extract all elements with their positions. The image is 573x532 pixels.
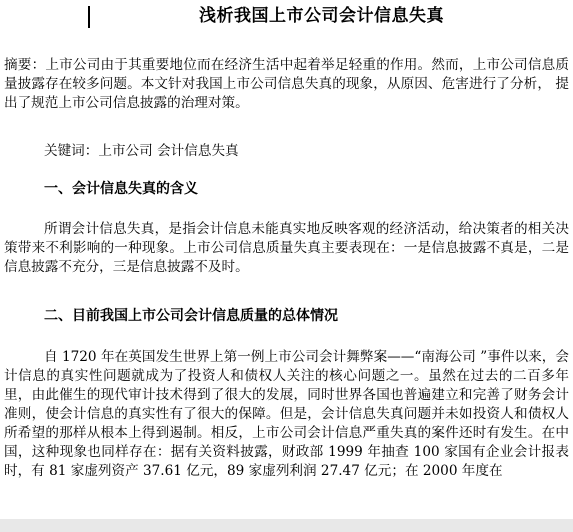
section-2-paragraph: 自 1720 年在英国发生世界上第一例上市公司会计舞弊案——“南海公司 ”事件以来，会计信息的真实性问题就成为了投资人和债权人关注的核心问题之一。虽然在过去的二百多年里，由此催生的现代审计技术得到了很大的发展，同时世界各国也普遍建立和完善了财务会计准则，使会计信息的真实性有了很大的保障。但是，会计信息失真问题并未如投资人和债权人所希望的那样从根本上得到遏制。相反，上市公司会计信息严重失真的案件还时有发生。在中国，这种现象也同样存在：据有关资料披露，财政部 1999 年抽查 100 家国有企业会计报表时，有 81 家虚列资产 37.61 亿元，89 家虚列利润 27.47 亿元；在 2000 年度在 [4, 349, 569, 479]
keywords-line: 关键词：上市公司 会计信息失真 [44, 143, 239, 159]
section-1-paragraph: 所谓会计信息失真，是指会计信息未能真实地反映客观的经济活动，给决策者的相关决策带来不利影响的一种现象。上市公司信息质量失真主要表现在：一是信息披露不真是，二是信息披露不充分，三是信息披露不及时。 [4, 221, 569, 275]
document-title: 浅析我国上市公司会计信息失真 [199, 6, 444, 26]
section-heading-2: 二、目前我国上市公司会计信息质量的总体情况 [44, 308, 338, 324]
bottom-scroll-area [0, 519, 573, 532]
section-heading-1: 一、会计信息失真的含义 [44, 181, 198, 197]
abstract-paragraph: 摘要：上市公司由于其重要地位而在经济生活中起着举足轻重的作用。然而，上市公司信息质量披露存在较多问题。本文针对我国上市公司信息失真的现象，从原因、危害进行了分析， 提出了规范上市公司信息披露的治理对策。 [4, 57, 569, 111]
